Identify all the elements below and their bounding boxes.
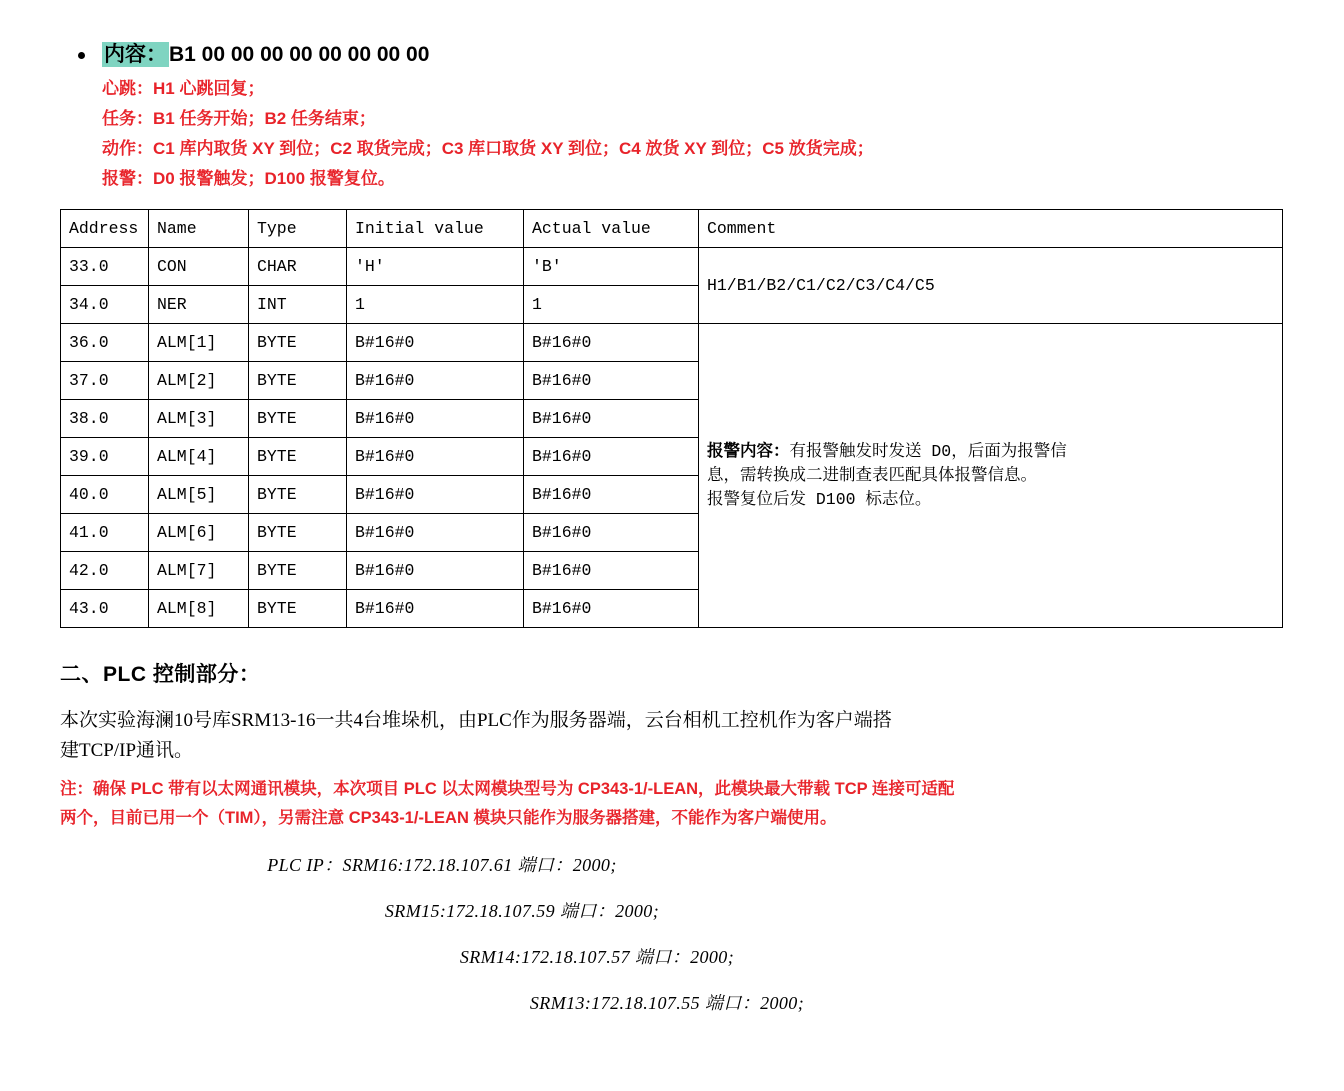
cell-name: ALM[7] xyxy=(149,552,249,590)
cell-name: ALM[5] xyxy=(149,476,249,514)
cell-initial: B#16#0 xyxy=(347,514,524,552)
cell-name: ALM[2] xyxy=(149,362,249,400)
cell-initial: 1 xyxy=(347,286,524,324)
cell-actual: B#16#0 xyxy=(524,400,699,438)
cell-actual: B#16#0 xyxy=(524,552,699,590)
paragraph-line-1: 本次实验海澜10号库SRM13-16一共4台堆垛机，由PLC作为服务器端，云台相机工控机作为客户端搭 xyxy=(60,710,892,732)
cell-actual: B#16#0 xyxy=(524,476,699,514)
plc-ip-srm15: SRM15:172.18.107.59 端口：2000; xyxy=(384,901,660,922)
paragraph-line-2: 建TCP/IP通讯。 xyxy=(60,739,194,761)
cell-initial: B#16#0 xyxy=(347,590,524,628)
comment-alarm-label: 报警内容： xyxy=(707,442,790,461)
table-header-comment: Comment xyxy=(699,210,1283,248)
plc-ip-srm16: PLC IP：SRM16:172.18.107.61 端口：2000; xyxy=(267,855,617,876)
cell-type: BYTE xyxy=(249,324,347,362)
table-header-name: Name xyxy=(149,210,249,248)
cell-type: BYTE xyxy=(249,438,347,476)
content-label: 内容： xyxy=(104,43,167,66)
section-heading-plc: 二、PLC 控制部分： xyxy=(60,663,261,687)
cell-initial: B#16#0 xyxy=(347,438,524,476)
protocol-notes xyxy=(102,74,1284,193)
table-header-address: Address xyxy=(61,210,149,248)
cell-address: 37.0 xyxy=(61,362,149,400)
cell-type: BYTE xyxy=(249,476,347,514)
table-header-type: Type xyxy=(249,210,347,248)
plc-ip-srm14: SRM14:172.18.107.57 端口：2000; xyxy=(459,947,735,968)
content-heading xyxy=(102,40,1284,70)
cell-type: BYTE xyxy=(249,400,347,438)
cell-actual: B#16#0 xyxy=(524,438,699,476)
cell-name: ALM[8] xyxy=(149,590,249,628)
table-header-initial-value: Initial value xyxy=(347,210,524,248)
cell-type: INT xyxy=(249,286,347,324)
cell-address: 38.0 xyxy=(61,400,149,438)
cell-name: ALM[4] xyxy=(149,438,249,476)
cell-comment-con-ner: H1/B1/B2/C1/C2/C3/C4/C5 xyxy=(699,248,1283,324)
cell-actual: 'B' xyxy=(524,248,699,286)
cell-initial: B#16#0 xyxy=(347,476,524,514)
cell-type: BYTE xyxy=(249,552,347,590)
content-value: B1 00 00 00 00 00 00 00 00 xyxy=(169,43,430,66)
cell-name: ALM[3] xyxy=(149,400,249,438)
cell-type: BYTE xyxy=(249,362,347,400)
cell-address: 40.0 xyxy=(61,476,149,514)
cell-actual: 1 xyxy=(524,286,699,324)
cell-address: 33.0 xyxy=(61,248,149,286)
bullet-dot-icon xyxy=(78,52,85,59)
cell-type: BYTE xyxy=(249,514,347,552)
cell-initial: B#16#0 xyxy=(347,552,524,590)
cell-initial: B#16#0 xyxy=(347,400,524,438)
note-line-2: 两个，目前已用一个（TIM），另需注意 CP343-1/-LEAN 模块只能作为服务器搭建，不能作为客户端使用。 xyxy=(60,809,837,828)
table-row xyxy=(61,324,1283,362)
cell-actual: B#16#0 xyxy=(524,362,699,400)
cell-comment-alarm xyxy=(699,324,1283,628)
cell-name: NER xyxy=(149,286,249,324)
cell-name: CON xyxy=(149,248,249,286)
section-paragraph xyxy=(60,706,1190,765)
protocol-note-heartbeat: 心跳：H1 心跳回复； xyxy=(102,79,265,99)
table-header-actual-value: Actual value xyxy=(524,210,699,248)
cell-address: 34.0 xyxy=(61,286,149,324)
cell-name: ALM[1] xyxy=(149,324,249,362)
comment-alarm-line2: 息，需转换成二进制查表匹配具体报警信息。 xyxy=(707,465,1037,485)
plc-ip-list xyxy=(60,851,1284,1015)
cell-address: 39.0 xyxy=(61,438,149,476)
cell-type: CHAR xyxy=(249,248,347,286)
cell-initial: B#16#0 xyxy=(347,362,524,400)
cell-address: 41.0 xyxy=(61,514,149,552)
note-line-1: 注：确保 PLC 带有以太网通讯模块，本次项目 PLC 以太网模块型号为 CP343-1/-LEAN，此模块最大带载 TCP 连接可适配 xyxy=(60,780,955,799)
cell-initial: B#16#0 xyxy=(347,324,524,362)
section-note xyxy=(60,775,1245,833)
protocol-note-action: 动作：C1 库内取货 XY 到位；C2 取货完成；C3 库口取货 XY 到位；C4 放货 XY 到位；C5 放货完成； xyxy=(102,138,874,158)
protocol-note-alarm: 报警：D0 报警触发；D100 报警复位。 xyxy=(102,168,395,188)
cell-address: 36.0 xyxy=(61,324,149,362)
content-bullet-block xyxy=(102,40,1284,193)
cell-actual: B#16#0 xyxy=(524,324,699,362)
cell-name: ALM[6] xyxy=(149,514,249,552)
protocol-note-task: 任务：B1 任务开始；B2 任务结束； xyxy=(102,109,376,129)
plc-ip-srm13: SRM13:172.18.107.55 端口：2000; xyxy=(529,993,805,1014)
cell-initial: 'H' xyxy=(347,248,524,286)
cell-address: 43.0 xyxy=(61,590,149,628)
cell-actual: B#16#0 xyxy=(524,514,699,552)
cell-address: 42.0 xyxy=(61,552,149,590)
table-header-row xyxy=(61,210,1283,248)
comment-alarm-line1: 有报警触发时发送 D0，后面为报警信 xyxy=(789,442,1067,462)
cell-type: BYTE xyxy=(249,590,347,628)
comment-alarm-line3: 报警复位后发 D100 标志位。 xyxy=(707,489,932,509)
variable-table xyxy=(60,209,1283,628)
cell-actual: B#16#0 xyxy=(524,590,699,628)
table-row xyxy=(61,248,1283,286)
